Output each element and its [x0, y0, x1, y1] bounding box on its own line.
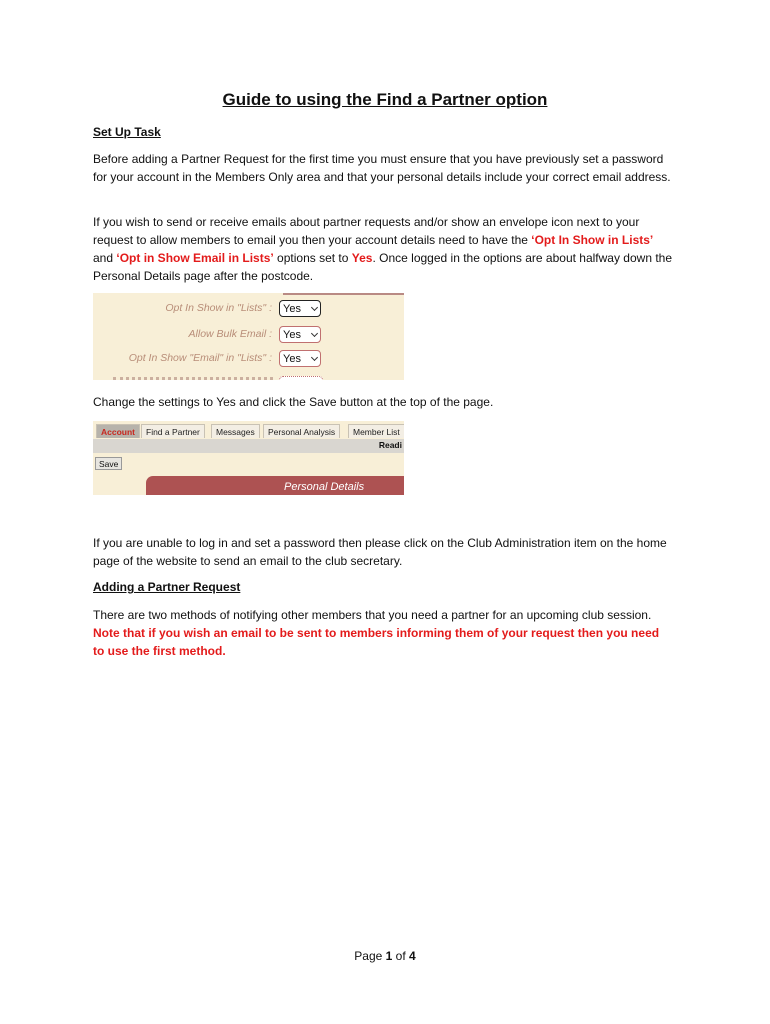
settings-row-label: Opt In Show "Email" in "Lists" :	[128, 352, 272, 364]
optin-text-and: and	[93, 251, 117, 265]
status-bar	[93, 439, 404, 453]
tab-bar	[93, 424, 404, 439]
methods-note: Note that if you wish an email to be sent to members informing them of your request then you need to use the first method	[93, 626, 660, 658]
cropped-row-select	[279, 376, 323, 380]
settings-row-label: Opt In Show in "Lists" :	[165, 302, 272, 314]
adding-heading: Adding a Partner Request	[93, 580, 241, 594]
tab-messages[interactable]: Messages	[211, 424, 260, 438]
chevron-down-icon	[311, 330, 318, 337]
settings-row-label: Allow Bulk Email :	[188, 328, 272, 340]
bulk-email-select[interactable]	[279, 326, 321, 343]
cropped-row-label	[113, 377, 273, 380]
select-value: Yes	[283, 353, 301, 365]
save-button[interactable]: Save	[95, 457, 122, 470]
optin-yes: Yes	[351, 251, 373, 265]
tab-find-a-partner[interactable]: Find a Partner	[141, 424, 205, 438]
footer-page-word: Page	[354, 949, 383, 963]
optin-option-2: ‘Opt in Show Email in Lists’	[116, 251, 274, 265]
footer-of-word: of	[395, 949, 406, 963]
optin-text-a: If you wish to send or receive emails about partner requests and/or show an envelope icon next to your request to allow members to email you then your account details need to have the	[93, 215, 640, 247]
settings-row-optin-lists	[93, 298, 404, 320]
page-title: Guide to using the Find a Partner option	[222, 90, 548, 109]
personal-details-title: Personal Details	[284, 481, 365, 493]
chevron-down-icon	[311, 304, 318, 311]
page-footer	[0, 949, 770, 963]
tab-member-list[interactable]: Member List	[348, 424, 404, 438]
optin-text-b: options set to	[273, 251, 352, 265]
settings-row-optin-email	[93, 348, 404, 370]
change-settings-paragraph: Change the settings to Yes and click the Save button at the top of the page.	[93, 395, 494, 409]
optin-lists-select[interactable]	[279, 300, 321, 317]
methods-note-end: .	[222, 644, 226, 658]
status-bar-text: Readi	[378, 440, 402, 450]
unable-login-paragraph: If you are unable to log in and set a password then please click on the Club Administration item on the home page of the website to send an email to the club secretary.	[93, 536, 667, 568]
select-value: Yes	[283, 303, 301, 315]
settings-top-line	[283, 293, 404, 295]
footer-total-pages: 4	[409, 949, 416, 963]
tab-personal-analysis[interactable]: Personal Analysis	[263, 424, 340, 438]
setup-paragraph: Before adding a Partner Request for the first time you must ensure that you have previously set a password for your account in the Members Only area and that your personal details include your correct email address.	[93, 152, 671, 184]
optin-text-c: . Once logged in the options are about halfway down the Personal Details page after the postcode.	[93, 251, 673, 283]
optin-paragraph	[93, 213, 673, 285]
settings-row-bulk-email	[93, 324, 404, 346]
personal-details-header	[146, 476, 404, 495]
select-value: Yes	[283, 329, 301, 341]
methods-paragraph	[93, 606, 673, 660]
optin-email-select[interactable]	[279, 350, 321, 367]
settings-screenshot	[93, 293, 404, 380]
optin-option-1: ‘Opt In Show in Lists’	[531, 233, 654, 247]
tabs-screenshot	[93, 421, 404, 495]
setup-heading: Set Up Task	[93, 125, 161, 139]
tab-account[interactable]: Account	[96, 424, 140, 438]
footer-current-page: 1	[385, 949, 393, 963]
methods-text: There are two methods of notifying other members that you need a partner for an upcoming club session.	[93, 608, 652, 622]
chevron-down-icon	[311, 354, 318, 361]
